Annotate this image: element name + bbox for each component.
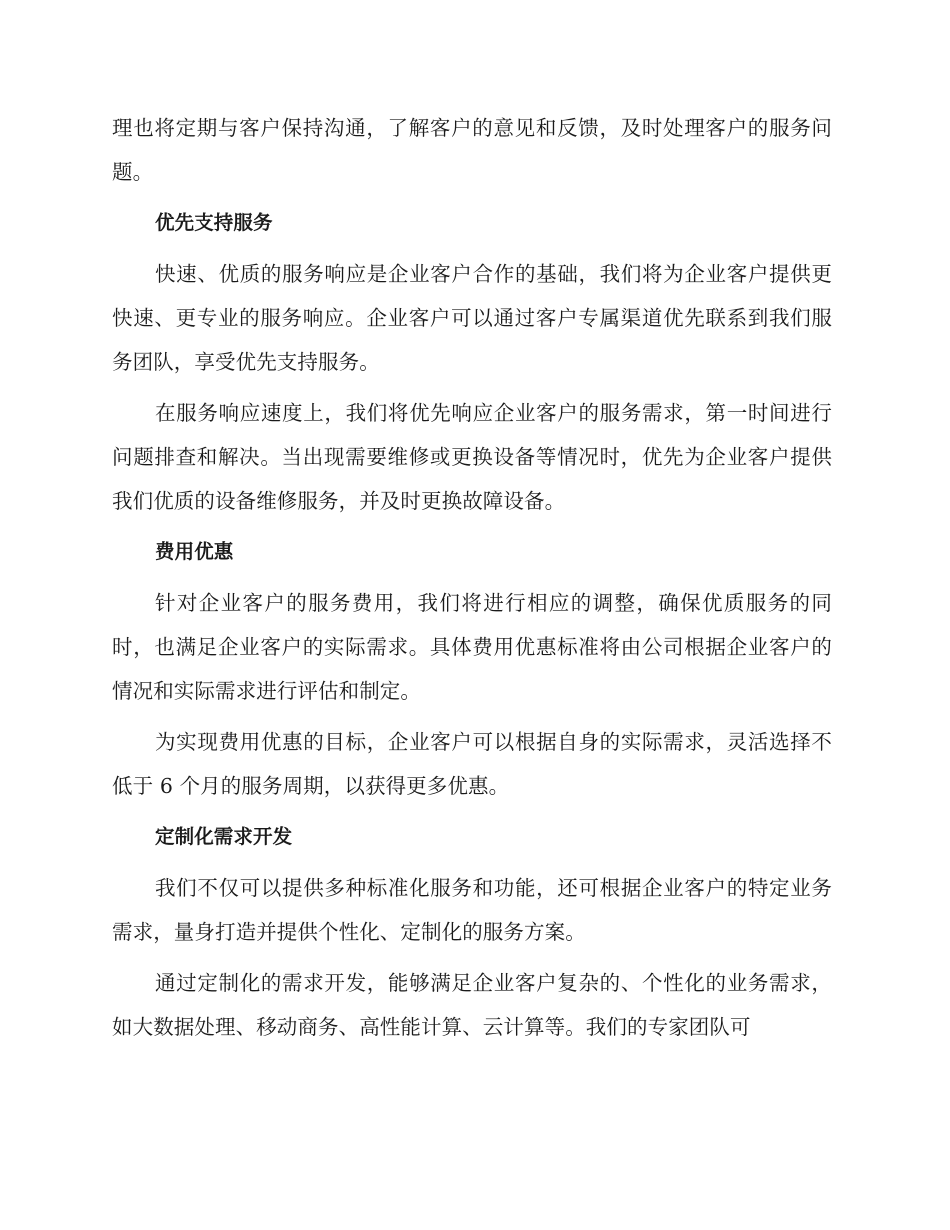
document-body	[112, 106, 832, 1056]
section-heading-priority-support: 优先支持服务	[155, 211, 273, 234]
paragraph: 通过定制化的需求开发，能够满足企业客户复杂的、个性化的业务需求，如大数据处理、移动商务、高性能计算、云计算等。我们的专家团队可	[112, 971, 832, 1039]
paragraph-continued: 理也将定期与客户保持沟通，了解客户的意见和反馈，及时处理客户的服务问题。	[112, 116, 832, 184]
paragraph: 针对企业客户的服务费用，我们将进行相应的调整，确保优质服务的同时，也满足企业客户的实际需求。具体费用优惠标准将由公司根据企业客户的情况和实际需求进行评估和制定。	[112, 591, 832, 703]
paragraph: 快速、优质的服务响应是企业客户合作的基础，我们将为企业客户提供更快速、更专业的服务响应。企业客户可以通过客户专属渠道优先联系到我们服务团队，享受优先支持服务。	[112, 262, 832, 374]
section-heading-custom-development: 定制化需求开发	[155, 825, 293, 848]
paragraph: 在服务响应速度上，我们将优先响应企业客户的服务需求，第一时间进行问题排查和解决。当出现需要维修或更换设备等情况时，优先为企业客户提供我们优质的设备维修服务，并及时更换故障设备。	[112, 401, 832, 513]
section-heading-fee-discount: 费用优惠	[155, 540, 234, 563]
paragraph: 为实现费用优惠的目标，企业客户可以根据自身的实际需求，灵活选择不低于 6 个月的服务周期，以获得更多优惠。	[112, 730, 832, 798]
paragraph: 我们不仅可以提供多种标准化服务和功能，还可根据企业客户的特定业务需求，量身打造并提供个性化、定制化的服务方案。	[112, 876, 832, 944]
